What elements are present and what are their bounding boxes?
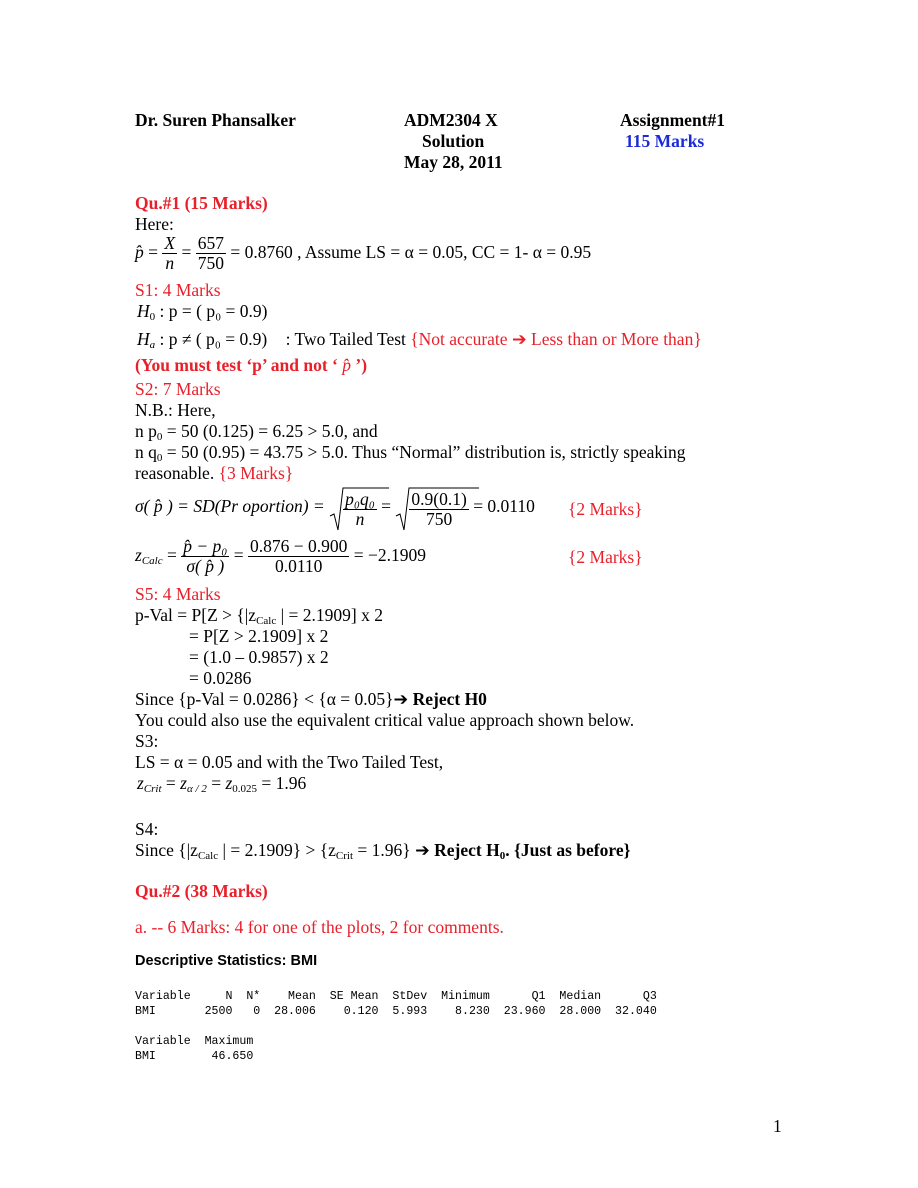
arrow-right-icon: ➔: [511, 329, 527, 349]
q2-part-a: a. -- 6 Marks: 4 for one of the plots, 2 for comments.: [135, 917, 504, 937]
desc-stats-title: Descriptive Statistics: BMI: [135, 953, 318, 969]
h0-line: $H_0$ : p = ( p₀ = 0.9): [137, 301, 268, 323]
nq0-line: n $q_0 = 50$ (0.95) = 43.75 > 5.0. Thus “Normal” distribution is, strictly speaking: [135, 442, 686, 464]
doc-date: May 28, 2011: [404, 152, 503, 172]
doc-type: Solution: [422, 131, 485, 151]
total-marks: 115 Marks: [625, 131, 705, 151]
q1-here: Here:: [135, 214, 174, 234]
s3-label: S3:: [135, 731, 159, 751]
assignment-label: Assignment#1: [620, 110, 726, 130]
marks-2a: {2 Marks}: [568, 499, 643, 519]
s2-label: S2: 7 Marks: [135, 379, 221, 399]
pval-line-2: = P[Z > 2.1909] x 2: [189, 626, 329, 646]
pval-line-3: = (1.0 – 0.9857) x 2: [189, 647, 329, 667]
q2-title: Qu.#2 (38 Marks): [135, 881, 268, 901]
author: Dr. Suren Phansalker: [135, 110, 296, 130]
sigma-equation: σ( p̂ ) = SD(Pr oportion) = $\frac{\text{p₀q₀}}{n}$ = $\frac{0.9(0.1)}{750}$ = 0.0110: [135, 489, 535, 530]
arrow-right-icon: ➔: [393, 689, 409, 709]
max-row: BMI 46.650: [135, 1050, 254, 1063]
course-code: ADM2304 X: [404, 110, 498, 130]
pval-line-4: = 0.0286: [189, 668, 252, 688]
stats-header: Variable N N* Mean SE Mean StDev Minimum Q1 Median Q3: [135, 990, 657, 1003]
ha-line: $H_a$ : p ≠ ( p₀ = 0.9) : Two Tailed Test {Not accurate ➔ Less than or More than}: [137, 329, 702, 351]
page-number: 1: [773, 1116, 782, 1136]
s5-label: S5: 4 Marks: [135, 584, 221, 604]
phat-equation: p̂ = $\frac{X}{n}$ = $\frac{657}{750}$ = 0.8760 , Assume LS = α = 0.05, CC = 1- α = 0.95: [135, 233, 592, 274]
s1-label: S1: 4 Marks: [135, 280, 221, 300]
stats-row: BMI 2500 0 28.006 0.120 5.993 8.230 23.960 28.000 32.040: [135, 1005, 657, 1018]
ls-line: LS = α = 0.05 and with the Two Tailed Test,: [135, 752, 444, 772]
nb-line: N.B.: Here,: [135, 400, 216, 420]
np0-line: n $p_0 = 50$ (0.125) = 6.25 > 5.0, and: [135, 421, 378, 443]
s4-label: S4:: [135, 819, 159, 839]
marks-2b: {2 Marks}: [568, 547, 643, 567]
max-header: Variable Maximum: [135, 1035, 254, 1048]
z-equation: $z_{Calc}$ = $\frac{\text{p̂ − p₀}}{\sigma( p̂ )}$ = $\frac{0.876 - 0.900}{0.0110}$ = −2.1909: [135, 536, 426, 577]
reasonable-line: reasonable. {3 Marks}: [135, 463, 294, 483]
pval-line-1: $p-Val = P[Z > \{|z_{Calc}$ | = 2.1909] x 2: [135, 605, 383, 627]
q1-title: Qu.#1 (15 Marks): [135, 193, 268, 213]
since-line-2: Since {$|z_{Calc}$ | = $2.1909\} > \{z_{Crit} = 1.96\}$ ➔ Reject $H_0$. {Just as before}: [135, 840, 631, 862]
also-line: You could also use the equivalent critical value approach shown below.: [135, 710, 635, 730]
arrow-right-icon: ➔: [415, 840, 430, 860]
must-test-note: (You must test ‘p’ and not ‘ p̂ ’): [135, 355, 368, 375]
zcrit-equation: $z_{Crit} = z_{\alpha / 2} = z_{0.025} = 1.96$: [137, 773, 307, 795]
since-line-1: Since {p-Val = 0.0286} < {α = 0.05}➔ Reject H0: [135, 689, 487, 709]
